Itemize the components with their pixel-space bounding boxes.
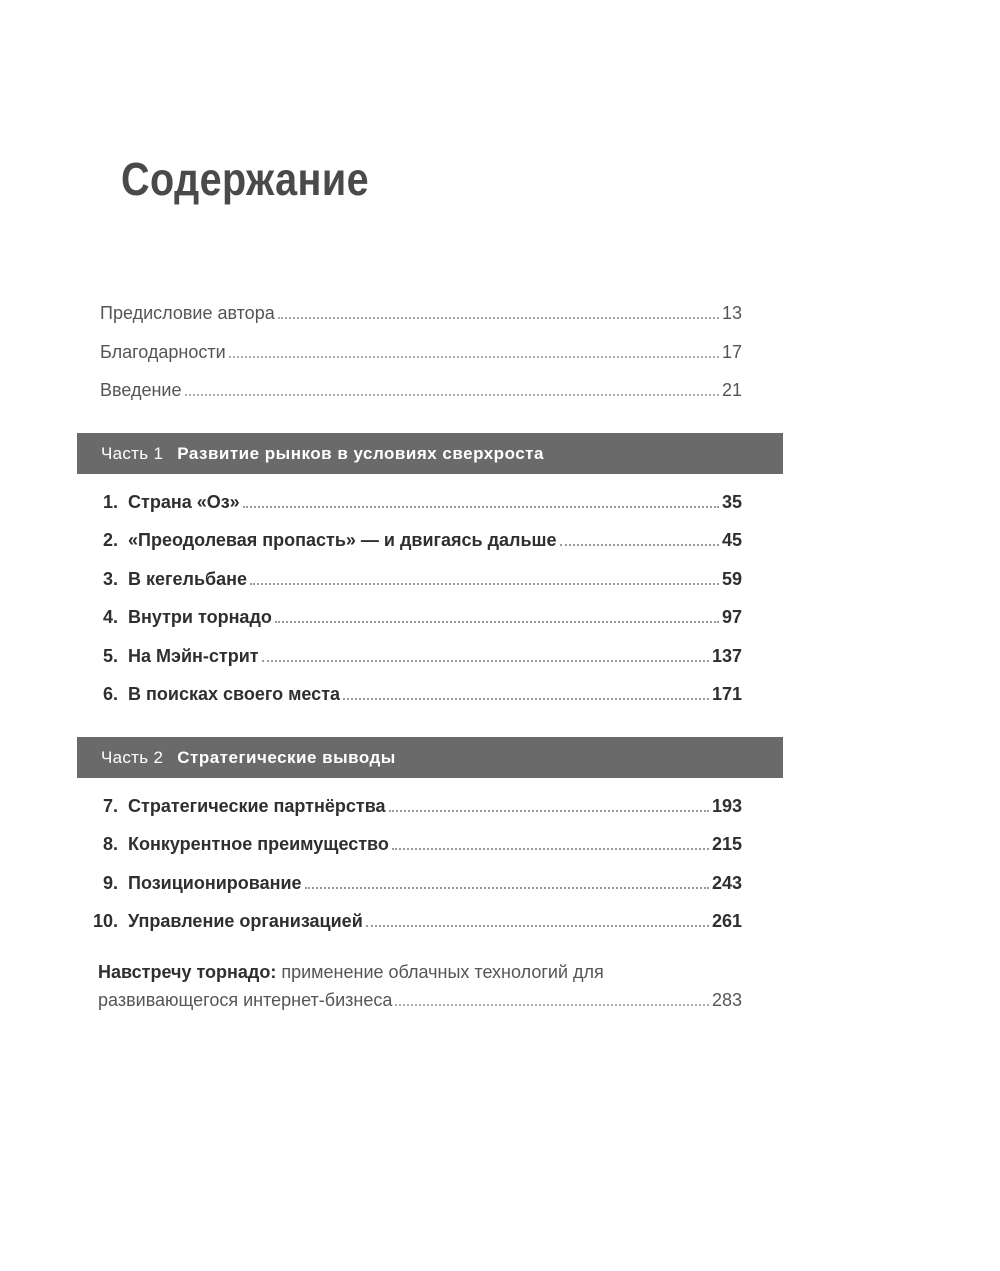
chapter-title: В кегельбане — [128, 569, 248, 589]
chapter-number: 8. — [102, 834, 118, 854]
toc-chapter[interactable] — [100, 831, 742, 855]
toc-chapter[interactable] — [89, 908, 742, 932]
chapter-title: Позиционирование — [128, 873, 302, 893]
toc-entry[interactable] — [100, 300, 742, 324]
chapter-page: 193 — [711, 796, 742, 816]
toc-chapter[interactable] — [100, 793, 742, 817]
toc-chapter[interactable] — [100, 566, 742, 590]
toc-entry-title: Благодарности — [100, 342, 226, 362]
chapter-page: 45 — [721, 530, 742, 550]
dot-leader — [275, 621, 719, 623]
part-title: Стратегические выводы — [177, 747, 396, 767]
afterword-line-1[interactable] — [98, 961, 604, 983]
part-2-header — [77, 737, 783, 778]
chapter-number: 1. — [102, 492, 118, 512]
chapter-title: «Преодолевая пропасть» — и двигаясь дальше — [128, 530, 557, 550]
dot-leader — [343, 698, 709, 700]
chapter-number: 3. — [102, 569, 118, 589]
dot-leader — [250, 583, 719, 585]
dot-leader — [392, 848, 709, 850]
toc-entry[interactable] — [100, 377, 742, 401]
toc-chapter[interactable] — [100, 870, 742, 894]
toc-chapter[interactable] — [100, 643, 742, 667]
chapter-title: Стратегические партнёрства — [128, 796, 386, 816]
dot-leader — [366, 925, 709, 927]
afterword-line-2[interactable] — [98, 987, 742, 1011]
toc-entry-page: 21 — [721, 380, 742, 400]
chapter-page: 97 — [721, 607, 742, 627]
chapter-number: 10. — [92, 911, 118, 931]
chapter-title: Внутри торнадо — [128, 607, 272, 627]
chapter-title: В поисках своего места — [128, 684, 341, 704]
dot-leader — [278, 317, 719, 319]
part-1-header — [77, 433, 783, 474]
chapter-page: 261 — [711, 911, 742, 931]
chapter-number: 2. — [102, 530, 118, 550]
toc-entry-page: 17 — [721, 342, 742, 362]
part-label: Часть 2 — [101, 747, 164, 767]
dot-leader — [229, 356, 719, 358]
chapter-page: 171 — [711, 684, 742, 704]
toc-chapter[interactable] — [100, 489, 742, 513]
part-title: Развитие рынков в условиях сверхроста — [177, 443, 544, 463]
toc-chapter[interactable] — [100, 527, 742, 551]
afterword-subtitle: применение облачных технологий для — [281, 962, 604, 982]
dot-leader — [395, 1004, 709, 1006]
dot-leader — [560, 544, 719, 546]
chapter-number: 5. — [102, 646, 118, 666]
afterword-bold-title: Навстречу торнадо: — [98, 962, 277, 982]
chapter-title: Конкурентное преимущество — [128, 834, 389, 854]
toc-chapter[interactable] — [100, 681, 742, 705]
dot-leader — [389, 810, 709, 812]
chapter-page: 215 — [711, 834, 742, 854]
chapter-number: 6. — [102, 684, 118, 704]
dot-leader — [262, 660, 709, 662]
dot-leader — [185, 394, 719, 396]
afterword-page: 283 — [711, 990, 742, 1010]
chapter-title: На Мэйн-стрит — [128, 646, 259, 666]
chapter-page: 35 — [721, 492, 742, 512]
page-title: Содержание — [121, 153, 370, 205]
dot-leader — [305, 887, 709, 889]
chapter-page: 137 — [711, 646, 742, 666]
toc-chapter[interactable] — [100, 604, 742, 628]
chapter-number: 9. — [102, 873, 118, 893]
toc-entry-page: 13 — [721, 303, 742, 323]
toc-entry[interactable] — [100, 339, 742, 363]
chapter-page: 59 — [721, 569, 742, 589]
chapter-page: 243 — [711, 873, 742, 893]
chapter-title: Управление организацией — [128, 911, 363, 931]
chapter-number: 7. — [102, 796, 118, 816]
dot-leader — [243, 506, 719, 508]
afterword-subtitle-cont: развивающегося интернет-бизнеса — [98, 990, 393, 1010]
toc-entry-title: Предисловие автора — [100, 303, 275, 323]
part-label: Часть 1 — [101, 443, 164, 463]
chapter-title: Страна «Оз» — [128, 492, 240, 512]
toc-entry-title: Введение — [100, 380, 182, 400]
chapter-number: 4. — [102, 607, 118, 627]
